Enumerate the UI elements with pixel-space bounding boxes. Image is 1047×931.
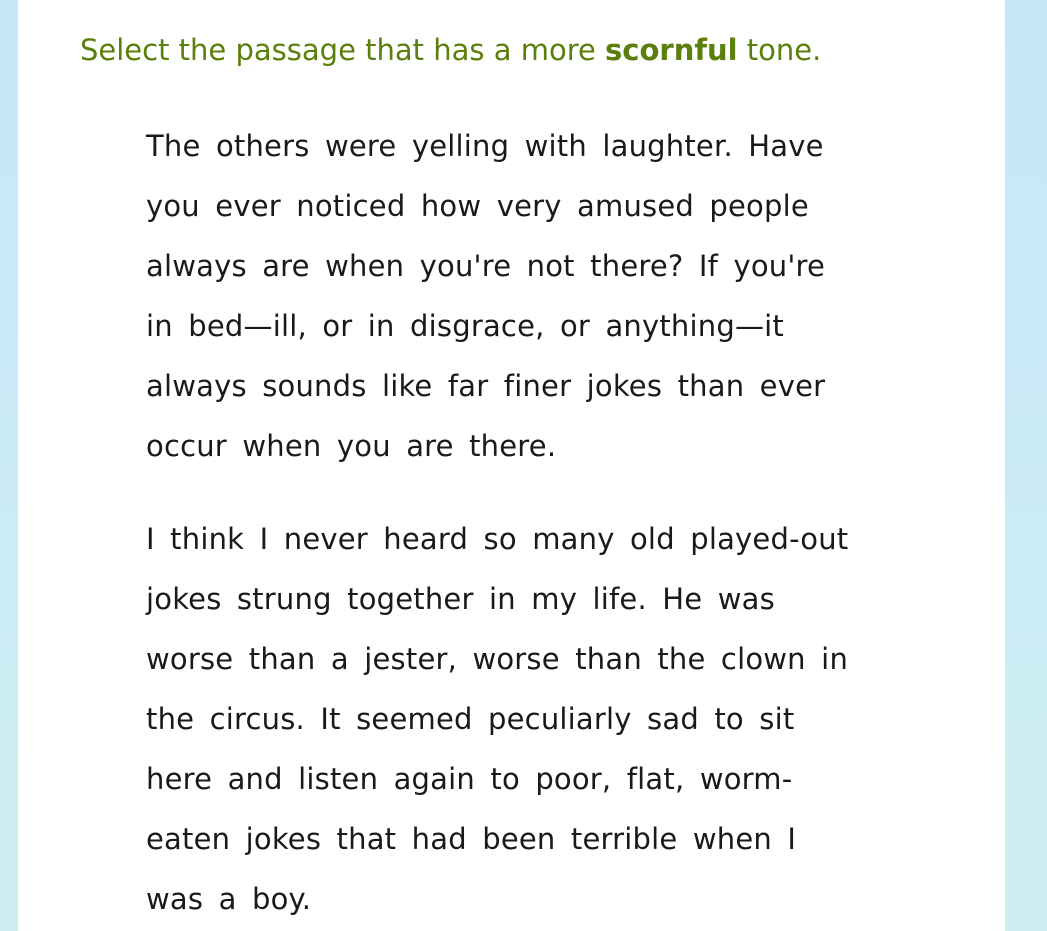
passage-option-2[interactable] [144,505,936,931]
passage-line: was a boy. [146,882,312,916]
passage-line: occur when you are there. [146,429,557,463]
passage-line: in bed—ill, or in disgrace, or anything—it [146,309,784,343]
prompt-text-after: tone. [737,33,822,67]
passage-line: I think I never heard so many old played-out [146,522,849,556]
passage-line: here and listen again to poor, flat, worm- [146,762,793,796]
passage-line: The others were yelling with laughter. Have [146,129,824,163]
prompt-text-before: Select the passage that has a more [80,33,606,67]
question-panel [18,0,1005,931]
passage-line: you ever noticed how very amused people [146,189,809,223]
passage-line: always are when you're not there? If you're [146,249,826,283]
passage-line: eaten jokes that had been terrible when I [146,822,797,856]
passage-line: always sounds like far finer jokes than ever [146,369,826,403]
passage-line: worse than a jester, worse than the clown in [146,642,849,676]
passage-option-1[interactable] [144,112,936,480]
question-prompt [80,30,821,70]
prompt-keyword: scornful [605,33,738,67]
passage-line: jokes strung together in my life. He was [146,582,775,616]
passage-line: the circus. It seemed peculiarly sad to sit [146,702,795,736]
